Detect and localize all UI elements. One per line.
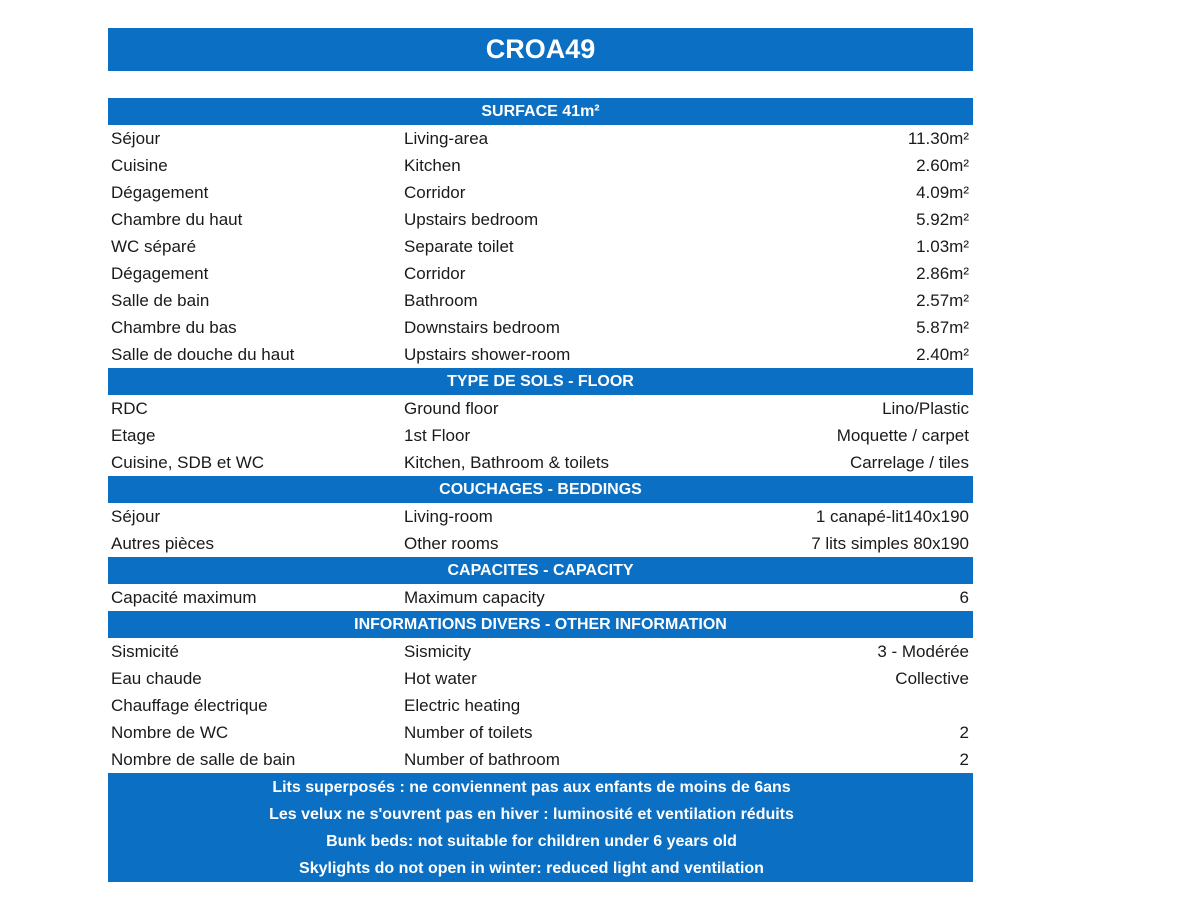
table-row: [108, 341, 973, 368]
english-label: Upstairs shower-room: [404, 344, 571, 364]
english-label: Downstairs bedroom: [404, 317, 560, 337]
value: 2.40m²: [916, 344, 969, 364]
table-row: [108, 179, 973, 206]
french-label: Autres pièces: [111, 533, 214, 553]
table-row: [108, 395, 973, 422]
english-label: Bathroom: [404, 290, 478, 310]
value: 1.03m²: [916, 236, 969, 256]
table-row: [108, 422, 973, 449]
note-line: Bunk beds: not suitable for children under 6 years old: [326, 832, 737, 850]
value: 7 lits simples 80x190: [811, 533, 969, 553]
table-row: [108, 260, 973, 287]
value: 3 - Modérée: [877, 641, 969, 661]
table-row: [108, 449, 973, 476]
english-label: Sismicity: [404, 641, 472, 661]
french-label: Salle de bain: [111, 290, 210, 310]
french-label: Capacité maximum: [111, 587, 257, 607]
english-label: Other rooms: [404, 533, 499, 553]
value: 5.87m²: [916, 317, 969, 337]
french-label: Etage: [111, 425, 156, 445]
value: 11.30m²: [907, 128, 969, 148]
table-row: [108, 287, 973, 314]
table-row: [108, 503, 973, 530]
note-line: Lits superposés : ne conviennent pas aux enfants de moins de 6ans: [272, 778, 791, 796]
value: 2.86m²: [916, 263, 969, 283]
english-label: Ground floor: [404, 398, 499, 418]
table-row: [108, 233, 973, 260]
section-heading: SURFACE 41m²: [108, 98, 973, 125]
english-label: Kitchen, Bathroom & toilets: [404, 452, 610, 472]
english-label: Electric heating: [404, 695, 521, 715]
french-label: Nombre de salle de bain: [111, 749, 296, 769]
english-label: 1st Floor: [404, 425, 471, 445]
note-line: Les velux ne s'ouvrent pas en hiver : luminosité et ventilation réduits: [269, 805, 794, 823]
english-label: Number of toilets: [404, 722, 533, 742]
french-label: Cuisine: [111, 155, 168, 175]
english-label: Maximum capacity: [404, 587, 545, 607]
french-label: Chauffage électrique: [111, 695, 268, 715]
table-row: [108, 719, 973, 746]
english-label: Corridor: [404, 263, 466, 283]
value: 2: [959, 722, 969, 742]
french-label: Dégagement: [111, 182, 209, 202]
value: 2.57m²: [916, 290, 969, 310]
english-label: Living-room: [404, 506, 493, 526]
page-title: CROA49: [108, 28, 973, 71]
english-label: Separate toilet: [404, 236, 514, 256]
french-label: Dégagement: [111, 263, 209, 283]
table-row: [108, 638, 973, 665]
french-label: WC séparé: [111, 236, 197, 256]
english-label: Living-area: [404, 128, 489, 148]
value: Moquette / carpet: [836, 425, 969, 445]
table-row: [108, 314, 973, 341]
french-label: Nombre de WC: [111, 722, 229, 742]
value: Collective: [895, 668, 969, 688]
notes-box: [108, 773, 973, 882]
french-label: Salle de douche du haut: [111, 344, 295, 364]
value: 6: [959, 587, 969, 607]
value: Carrelage / tiles: [849, 452, 969, 472]
section-heading: INFORMATIONS DIVERS - OTHER INFORMATION: [108, 611, 973, 638]
table-row: [108, 665, 973, 692]
french-label: Eau chaude: [111, 668, 202, 688]
table-row: [108, 206, 973, 233]
table-row: [108, 584, 973, 611]
french-label: Chambre du bas: [111, 317, 237, 337]
section-heading: CAPACITES - CAPACITY: [108, 557, 973, 584]
value: 5.92m²: [916, 209, 969, 229]
table-row: [108, 746, 973, 773]
table-row: [108, 152, 973, 179]
french-label: Séjour: [111, 128, 161, 148]
french-label: Chambre du haut: [111, 209, 243, 229]
value: 4.09m²: [916, 182, 969, 202]
french-label: Séjour: [111, 506, 161, 526]
value: 2.60m²: [916, 155, 969, 175]
table-row: [108, 530, 973, 557]
section-heading: TYPE DE SOLS - FLOOR: [108, 368, 973, 395]
french-label: Sismicité: [111, 641, 180, 661]
table-row: [108, 692, 973, 719]
note-line: Skylights do not open in winter: reduced light and ventilation: [299, 859, 764, 877]
property-info-sheet: [108, 98, 973, 882]
english-label: Number of bathroom: [404, 749, 560, 769]
value: 2: [959, 749, 969, 769]
value: 1 canapé-lit140x190: [815, 506, 969, 526]
french-label: RDC: [111, 398, 148, 418]
english-label: Corridor: [404, 182, 466, 202]
english-label: Kitchen: [404, 155, 461, 175]
french-label: Cuisine, SDB et WC: [111, 452, 265, 472]
value: Lino/Plastic: [882, 398, 969, 418]
table-row: [108, 125, 973, 152]
english-label: Upstairs bedroom: [404, 209, 539, 229]
section-heading: COUCHAGES - BEDDINGS: [108, 476, 973, 503]
english-label: Hot water: [404, 668, 477, 688]
